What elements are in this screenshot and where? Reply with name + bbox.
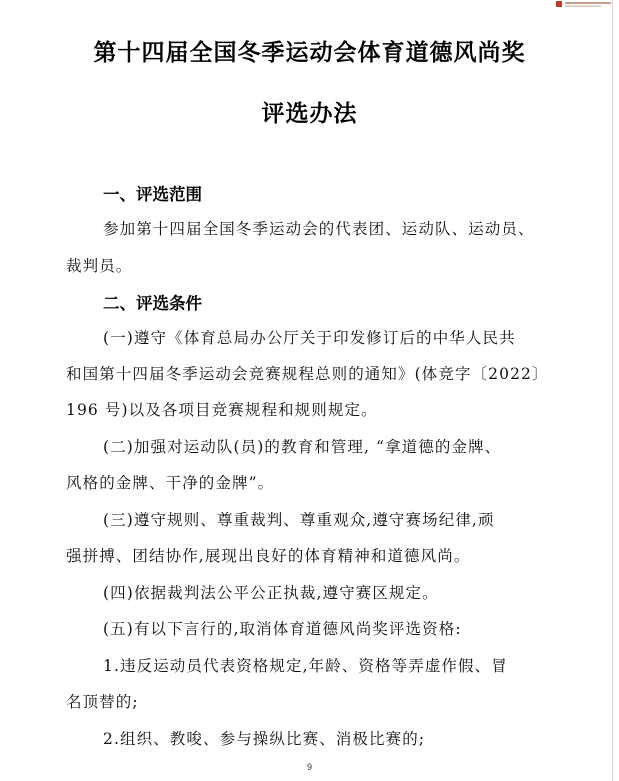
paragraph-line: 裁判员。 bbox=[66, 257, 133, 275]
logo-subtext-stroke bbox=[565, 6, 601, 7]
paragraph-line: 1.违反运动员代表资格规定,年龄、资格等弄虚作假、冒 bbox=[103, 657, 508, 675]
paragraph-line: 风格的金牌、干净的金牌”。 bbox=[66, 474, 275, 492]
paragraph-line: (三)遵守规则、尊重裁判、尊重观众,遵守赛场纪律,顽 bbox=[103, 511, 495, 529]
logo-mark bbox=[556, 1, 562, 7]
section-heading-conditions: 二、评选条件 bbox=[103, 294, 202, 313]
paragraph-line: (一)遵守《体育总局办公厅关于印发修订后的中华人民共 bbox=[103, 329, 516, 347]
section-heading-scope: 一、评选范围 bbox=[103, 185, 202, 204]
corner-logo bbox=[556, 0, 612, 9]
paragraph-line: 196 号)以及各项目竞赛规程和规则规定。 bbox=[66, 401, 378, 419]
logo-text-stroke bbox=[565, 2, 611, 4]
paragraph-line: 参加第十四届全国冬季运动会的代表团、运动队、运动员、 bbox=[103, 220, 535, 238]
page-number: 9 bbox=[306, 762, 312, 772]
paragraph-line: (二)加强对运动队(员)的教育和管理, “拿道德的金牌、 bbox=[103, 438, 502, 456]
paragraph-line: (四)依据裁判法公平公正执裁,遵守赛区规定。 bbox=[103, 584, 439, 602]
paragraph-line: 名顶替的; bbox=[66, 693, 139, 711]
paragraph-line: 强拼搏、团结协作,展现出良好的体育精神和道德风尚。 bbox=[66, 547, 471, 565]
paragraph-line: (五)有以下言行的,取消体育道德风尚奖评选资格: bbox=[103, 620, 462, 638]
paragraph-line: 2.组织、教唆、参与操纵比赛、消极比赛的; bbox=[103, 730, 426, 748]
paragraph-line: 和国第十四届冬季运动会竞赛规程总则的通知》(体竞字〔2022〕 bbox=[66, 365, 549, 383]
document-title-line-2: 评选办法 bbox=[261, 101, 358, 127]
document-title-line-1: 第十四届全国冬季运动会体育道德风尚奖 bbox=[93, 40, 526, 66]
